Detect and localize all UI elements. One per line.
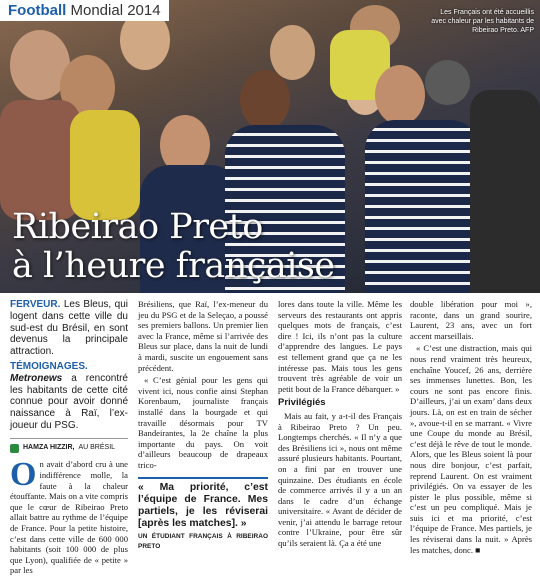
lead-paragraph-2: [10, 361, 128, 432]
column-4: [410, 299, 532, 555]
body-text: n avait d’abord cru à une indifférence molle, la faute à la chaleur étouffante. Mais on a vite compris que le cœur de Ribeirao Preto allait battre au rythme de l’équipe de France. Pour la petite histoire, c’est dans cette ville de 600 000 habitants (soit 100 000 de plus que Lyon), qualifiée de « petite » par les: [10, 459, 128, 576]
lead-paragraph-1: [10, 299, 128, 358]
byline: [10, 438, 128, 454]
section-label: Football: [8, 2, 67, 19]
lead-keyword: TÉMOIGNAGES.: [10, 360, 88, 372]
byline-author: HAMZA HIZZIR,: [23, 443, 75, 451]
body-paragraph: lores dans toute la ville. Même les serveurs des restaurants ont appris quelques mots de français, c’est dire ! Ici, ils n’ont pas la culture d’apprendre des langues. Le pays est tellement grand que ça ne les intéresse pas. Mais tous les gens trouvent très agréable de voir un petit bout de la France débarquer. »: [278, 299, 402, 394]
player-shirt-right: [365, 120, 480, 293]
body-paragraph: [10, 456, 128, 576]
section-rubric: [0, 0, 169, 21]
lead-text: a rencontré les habitants de cette cité connue pour avoir donné naissance à Raï, l’ex-joueur du PSG.: [10, 372, 128, 431]
staff-cap: [425, 60, 470, 105]
photo-caption: Les Français ont été accueillis avec chaleur par les habitants de Ribeirao Preto. AFP: [431, 9, 534, 34]
body-paragraph: « C’est génial pour les gens qui vivent ici, nous confie ainsi Stephan Korenbaum, journaliste français installé dans la bourgade et qui travaille désormais pour TV Bandeirantes, la 2e chaîne la plus importante du pays. On voit d’ailleurs beaucoup de drapeaux trico-: [138, 375, 268, 470]
player-head-center: [240, 70, 290, 130]
headline-line-1: Ribeirao Preto: [12, 207, 263, 247]
crowd-body: [70, 110, 140, 220]
subsection-label: Mondial 2014: [70, 2, 161, 19]
crowd-face: [270, 25, 315, 80]
pull-quote-text: « Ma priorité, c’est l’équipe de France. Mes partiels, je les réviserai [après les matches]. »: [138, 481, 268, 529]
body-paragraph: Mais au fait, y a-t-il des Français à Ribeirao Preto ? Un peu. Longtemps cherchés. « Il n’y a que des Brésiliens ici », nous ont même assuré plusieurs habitants. Pourtant, on a fini par en trouver une quinzaine. Des étudiants en école de commerce arrivés il y a un an dans le cadre d’un échange universitaire. « Avant de décider de venir, j’ai attendu le barrage retour contre l’Ukraine, pour être sûr qu’ils seraient là. Ça a été une: [278, 410, 402, 549]
column-3: [278, 299, 402, 549]
lead-media-name: Metronews: [10, 372, 63, 384]
pull-quote-source: UN ÉTUDIANT FRANÇAIS À RIBEIRAO PRETO: [138, 532, 268, 551]
headline-line-2: à l’heure française: [12, 246, 335, 286]
crowd-body: [0, 100, 80, 220]
subheading: Privilégiés: [278, 397, 326, 409]
column-2: [138, 299, 268, 553]
column-1: [10, 299, 128, 576]
drop-cap: O: [10, 456, 37, 494]
headline: [12, 208, 335, 286]
byline-place: AU BRÉSIL: [78, 443, 116, 451]
player-head-right: [375, 65, 425, 125]
lead-text: Les Bleus, qui logent dans cette ville du sud-est du Brésil, en sont devenus la principale attraction.: [10, 299, 128, 358]
body-paragraph: Brésiliens, que Raï, l’ex-meneur du jeu du PSG et de la Seleçao, a poussé ses premiers ballons. Un premier lien avec la France, même si l’arrivée des Bleus sur place, dans la nuit de lundi à mardi, suscite un engouement sans précédent.: [138, 299, 268, 373]
staff-body: [470, 90, 540, 293]
pull-quote: [138, 477, 268, 553]
lead-keyword: FERVEUR.: [10, 299, 61, 310]
body-paragraph: « C’est une distraction, mais qui nous rend vraiment très heureux, enchaîne Youcef, 26 ans, derrière ses immenses lunettes. Bon, les cours ne sont pas encore finis. D’ailleurs, j’ai un exam’ dans deux jours. Là, on est en train de sécher », avoue-t-il en se marrant. « Vivre une Coupe du monde au Brésil, c’est déjà le rêve de tout le monde. Alors, que les Bleus soient là pour nous dire bonjour, c’est parfait, reprend Laurent. On est vraiment privilégiés. On va essayer de les pister le plus possible, même si c’est un peu compliqué. Mais je suis ici et ma priorité, c’est l’équipe de France. Mes partiels, je les réviserai dans la nuit. » Après les matches, donc. ■: [410, 343, 532, 555]
body-paragraph: double libération pour moi », raconte, dans un grand sourire, Laurent, 23 ans, avec un fort accent marseillais.: [410, 299, 532, 341]
author-icon: [10, 444, 19, 453]
